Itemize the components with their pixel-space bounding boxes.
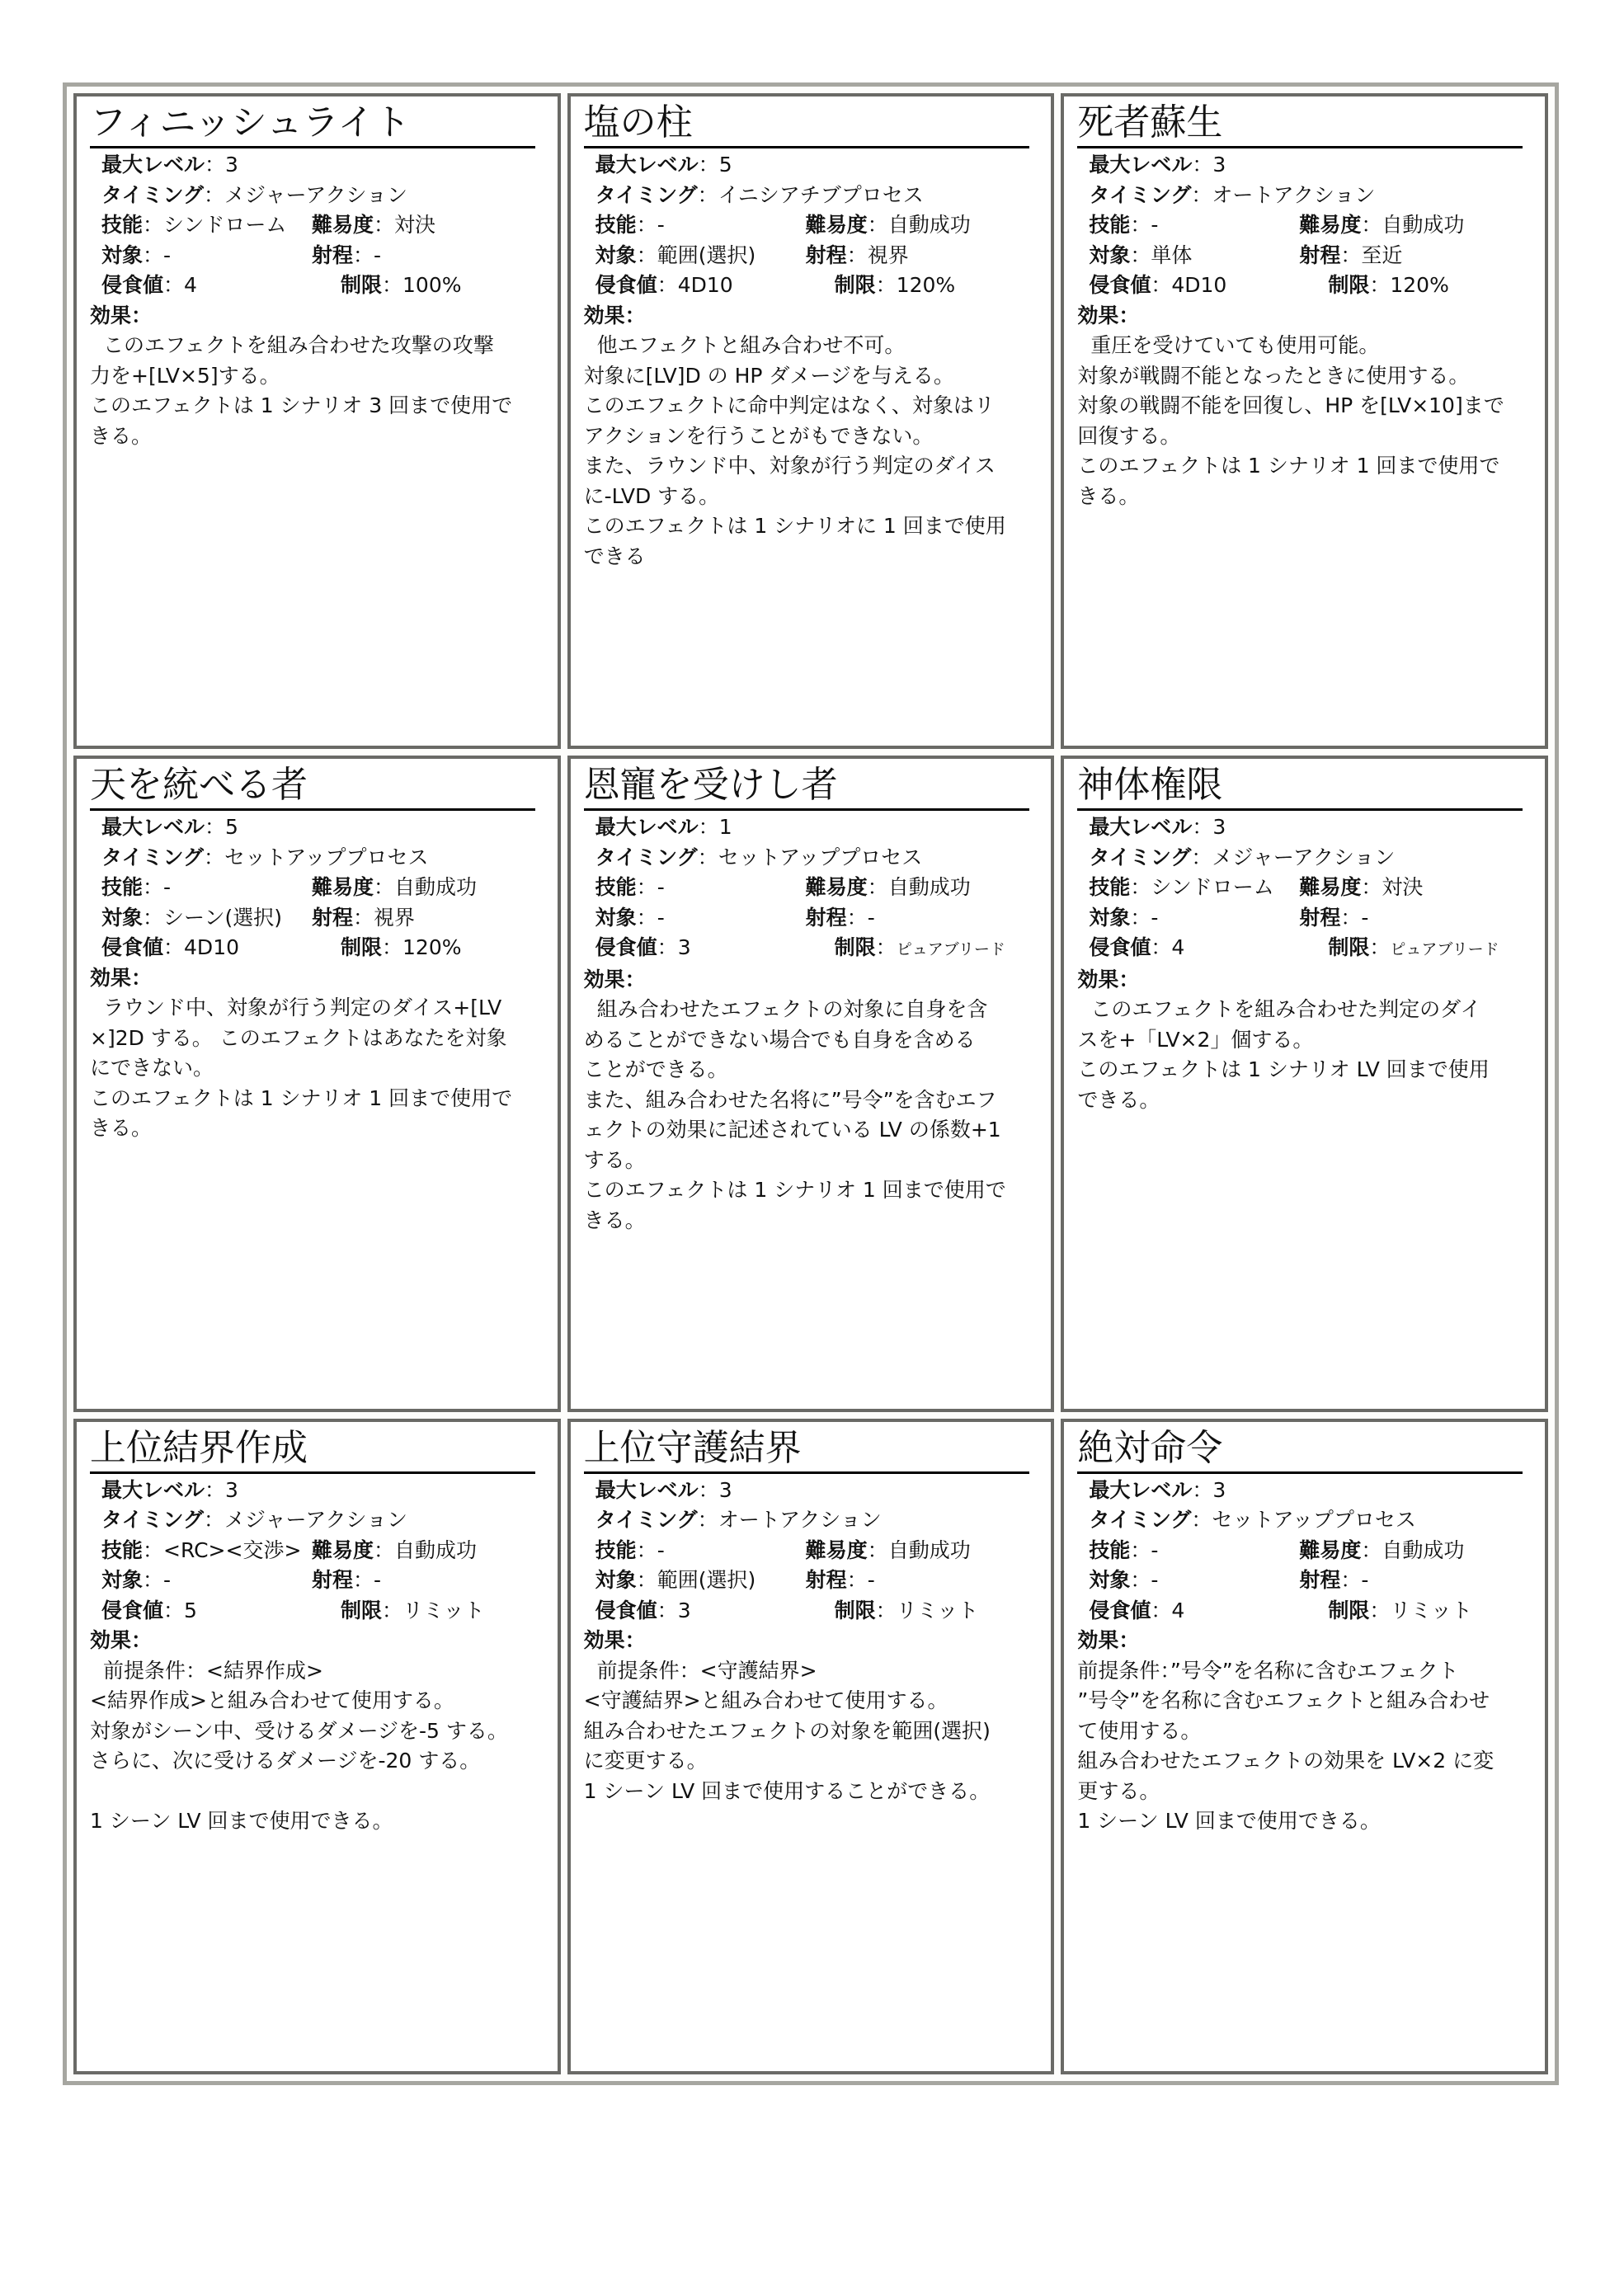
card-stats <box>584 812 1038 965</box>
skill-value: シンドローム <box>1151 875 1274 900</box>
skill-value: シンドローム <box>163 213 287 237</box>
timing-row: タイミング：メジャーアクション <box>101 1508 408 1533</box>
erosion-row: 侵食値：4 制限：ピュアブリード <box>1089 935 1499 960</box>
card-stats <box>90 1476 544 1627</box>
target-label: 対象 <box>1089 1568 1131 1593</box>
effect-card <box>1061 93 1548 749</box>
target-row: 対象：- 射程：- <box>1089 1568 1369 1593</box>
effect-heading: 効果： <box>583 303 646 327</box>
timing-label: タイミング <box>101 845 205 869</box>
effect-line: ラウンド中、対象が行う判定のダイス+[LV <box>103 996 502 1020</box>
effect-line: また、ラウンド中、対象が行う判定のダイス <box>583 454 996 478</box>
timing-value: メジャーアクション <box>224 1508 408 1533</box>
difficulty-label: 難易度 <box>805 213 868 237</box>
limit-value: リミット <box>1390 1598 1472 1622</box>
effect-line: 前提条件：”号令”を名称に含むエフェクト <box>1077 1658 1459 1683</box>
erosion-label: 侵食値 <box>595 273 657 297</box>
max-level-row: 最大レベル：3 <box>1089 1477 1226 1502</box>
skill-label: 技能 <box>101 1537 144 1562</box>
effect-heading: 効果： <box>1077 1628 1140 1653</box>
effect-card <box>567 1419 1055 2074</box>
target-row: 対象：範囲(選択) 射程：- <box>595 1568 875 1593</box>
limit-value: 120% <box>896 273 956 297</box>
effect-line: このエフェクトは 1 シナリオ 1 回まで使用で <box>90 1085 513 1110</box>
effect-text <box>90 993 544 1144</box>
range-value: 視界 <box>374 905 416 930</box>
effect-line: 1 シーン LV 回まで使用することができる。 <box>583 1778 991 1803</box>
limit-label: 制限 <box>341 273 383 297</box>
effect-line: ことができる。 <box>583 1057 728 1082</box>
timing-label: タイミング <box>595 1508 698 1533</box>
skill-value: - <box>163 875 172 900</box>
difficulty-value: 自動成功 <box>1382 1537 1465 1562</box>
max-level-row: 最大レベル：1 <box>595 815 732 840</box>
erosion-value: 4 <box>1171 1598 1185 1622</box>
target-row: 対象：- 射程：- <box>101 242 382 267</box>
erosion-value: 4 <box>184 273 197 297</box>
effect-line: このエフェクトを組み合わせた判定のダイ <box>1090 997 1481 1022</box>
skill-row: 技能：シンドローム 難易度：対決 <box>1089 875 1424 900</box>
target-label: 対象 <box>595 242 637 267</box>
skill-row: 技能：- 難易度：自動成功 <box>101 875 478 900</box>
limit-value: リミット <box>402 1598 485 1622</box>
card-stats <box>584 150 1038 301</box>
range-label: 射程 <box>805 242 847 267</box>
timing-label: タイミング <box>1089 1508 1192 1533</box>
skill-row: 技能：- 難易度：自動成功 <box>1089 1537 1465 1562</box>
erosion-row: 侵食値：5 制限：リミット <box>101 1598 485 1622</box>
skill-value: - <box>1151 1537 1159 1562</box>
effect-line: 重圧を受けていても使用可能。 <box>1090 333 1380 357</box>
skill-row: 技能：- 難易度：自動成功 <box>595 213 971 237</box>
effect-line: このエフェクトは 1 シナリオ 1 回まで使用で <box>1077 454 1500 478</box>
timing-label: タイミング <box>595 845 698 869</box>
limit-value: 100% <box>402 273 462 297</box>
max-level-value: 3 <box>225 153 238 177</box>
limit-label: 制限 <box>834 935 876 960</box>
max-level-value: 3 <box>225 1477 238 1502</box>
range-value: - <box>1361 1568 1369 1593</box>
limit-value: ピュアブリード <box>1390 940 1499 959</box>
difficulty-label: 難易度 <box>805 1537 868 1562</box>
target-row: 対象：- 射程：- <box>595 905 875 930</box>
difficulty-value: 自動成功 <box>887 1537 971 1562</box>
card-title: 塩の柱 <box>584 100 1029 148</box>
range-value: - <box>374 1568 382 1593</box>
range-label: 射程 <box>312 1568 354 1593</box>
max-level-label: 最大レベル <box>595 815 699 840</box>
card-stats <box>1077 150 1532 301</box>
timing-label: タイミング <box>1089 182 1192 207</box>
effect-line: に-LVD する。 <box>583 483 720 508</box>
erosion-label: 侵食値 <box>595 935 657 960</box>
effect-line: 更する。 <box>1077 1778 1160 1803</box>
timing-row: タイミング：セットアッププロセス <box>1089 1508 1416 1533</box>
timing-row: タイミング：イニシアチブプロセス <box>595 182 924 207</box>
effect-card <box>1061 756 1548 1411</box>
effect-heading: 効果： <box>90 1628 153 1653</box>
difficulty-value: 対決 <box>394 213 436 237</box>
erosion-value: 4 <box>1171 935 1185 960</box>
skill-row: 技能：<RC><交渉> 難易度：自動成功 <box>101 1537 478 1562</box>
erosion-row: 侵食値：3 制限：ピュアブリード <box>595 935 1005 960</box>
effect-line: 回復する。 <box>1077 423 1181 448</box>
target-value: 単体 <box>1151 242 1193 267</box>
erosion-label: 侵食値 <box>595 1598 657 1622</box>
effect-card <box>73 93 561 749</box>
difficulty-label: 難易度 <box>1299 1537 1362 1562</box>
limit-label: 制限 <box>834 273 876 297</box>
difficulty-value: 自動成功 <box>887 875 971 900</box>
limit-label: 制限 <box>834 1598 876 1622</box>
range-value: 視界 <box>867 242 909 267</box>
effect-card <box>567 756 1055 1411</box>
effect-text <box>90 331 544 451</box>
effect-text <box>1077 995 1532 1115</box>
card-title: 上位結界作成 <box>90 1425 535 1474</box>
max-level-row: 最大レベル：3 <box>101 1477 238 1502</box>
difficulty-value: 自動成功 <box>394 875 478 900</box>
effect-line: <結界作成>と組み合わせて使用する。 <box>90 1688 454 1713</box>
timing-value: セットアッププロセス <box>718 845 923 869</box>
difficulty-label: 難易度 <box>312 875 374 900</box>
skill-label: 技能 <box>1089 213 1131 237</box>
card-title: 絶対命令 <box>1077 1425 1523 1474</box>
effect-card <box>567 93 1055 749</box>
target-label: 対象 <box>101 1568 144 1593</box>
range-value: - <box>867 1568 875 1593</box>
max-level-label: 最大レベル <box>101 815 205 840</box>
max-level-value: 3 <box>718 1477 732 1502</box>
erosion-value: 3 <box>677 935 691 960</box>
skill-row: 技能：- 難易度：自動成功 <box>1089 213 1465 237</box>
skill-label: 技能 <box>595 1537 637 1562</box>
target-row: 対象：- 射程：- <box>101 1568 382 1593</box>
effect-line: て使用する。 <box>1077 1718 1202 1743</box>
range-value: - <box>1361 905 1369 930</box>
effect-heading: 効果： <box>583 967 646 991</box>
max-level-row: 最大レベル：3 <box>595 1477 732 1502</box>
limit-value: 120% <box>402 935 462 960</box>
effect-heading: 効果： <box>90 965 153 990</box>
target-value: シーン(選択) <box>163 905 283 930</box>
timing-label: タイミング <box>101 1508 205 1533</box>
timing-value: セットアッププロセス <box>1212 1508 1416 1533</box>
target-value: - <box>657 905 665 930</box>
effect-line: きる。 <box>1077 483 1140 508</box>
effect-line: 組み合わせたエフェクトの対象を範囲(選択) <box>583 1718 991 1743</box>
timing-row: タイミング：オートアクション <box>1089 182 1376 207</box>
target-value: - <box>1151 1568 1159 1593</box>
difficulty-value: 自動成功 <box>887 213 971 237</box>
timing-value: メジャーアクション <box>224 182 408 207</box>
limit-label: 制限 <box>341 935 383 960</box>
difficulty-label: 難易度 <box>312 213 374 237</box>
difficulty-value: 自動成功 <box>394 1537 478 1562</box>
target-label: 対象 <box>595 1568 637 1593</box>
target-label: 対象 <box>101 242 144 267</box>
max-level-label: 最大レベル <box>101 153 205 177</box>
effect-line: 組み合わせたエフェクトの対象に自身を含 <box>596 997 988 1022</box>
effect-line: スを+「LV×2」個する。 <box>1077 1027 1314 1052</box>
effect-line: きる。 <box>90 1116 153 1141</box>
limit-value: リミット <box>896 1598 979 1622</box>
erosion-row: 侵食値：4D10 制限：120% <box>595 273 956 297</box>
skill-row: 技能：シンドローム 難易度：対決 <box>101 213 436 237</box>
skill-value: <RC><交渉> <box>163 1537 302 1562</box>
erosion-value: 4D10 <box>677 273 733 297</box>
range-value: - <box>374 242 382 267</box>
effect-line: できる <box>583 544 646 568</box>
range-label: 射程 <box>312 905 354 930</box>
max-level-row: 最大レベル：3 <box>101 153 238 177</box>
card-title: 天を統べる者 <box>90 762 535 811</box>
skill-label: 技能 <box>101 213 144 237</box>
erosion-value: 3 <box>677 1598 691 1622</box>
effect-line: 前提条件：<守護結界> <box>596 1658 817 1683</box>
effect-line: きる。 <box>583 1208 646 1232</box>
range-label: 射程 <box>805 905 847 930</box>
effect-line: に変更する。 <box>583 1749 708 1773</box>
target-value: 範囲(選択) <box>657 242 756 267</box>
max-level-row: 最大レベル：3 <box>1089 153 1226 177</box>
card-title: 上位守護結界 <box>584 1425 1029 1474</box>
target-label: 対象 <box>595 905 637 930</box>
effect-line: このエフェクトは 1 シナリオ LV 回まで使用 <box>1077 1057 1490 1082</box>
effect-line: このエフェクトを組み合わせた攻撃の攻撃 <box>103 333 494 357</box>
target-value: 範囲(選択) <box>657 1568 756 1593</box>
target-value: - <box>163 242 172 267</box>
timing-value: オートアクション <box>718 1508 882 1533</box>
timing-label: タイミング <box>595 182 698 207</box>
target-row: 対象：シーン(選択) 射程：視界 <box>101 905 416 930</box>
target-row: 対象：範囲(選択) 射程：視界 <box>595 242 909 267</box>
card-stats <box>1077 812 1532 965</box>
erosion-label: 侵食値 <box>1089 1598 1151 1622</box>
skill-value: - <box>657 213 665 237</box>
max-level-label: 最大レベル <box>595 153 699 177</box>
max-level-label: 最大レベル <box>595 1477 699 1502</box>
timing-row: タイミング：メジャーアクション <box>1089 845 1396 869</box>
erosion-row: 侵食値：4D10 制限：120% <box>101 935 462 960</box>
max-level-value: 3 <box>1212 815 1226 840</box>
skill-label: 技能 <box>101 875 144 900</box>
limit-label: 制限 <box>1328 273 1370 297</box>
limit-label: 制限 <box>1328 935 1370 960</box>
effect-line: アクションを行うことがもできない。 <box>583 423 934 448</box>
target-label: 対象 <box>1089 242 1131 267</box>
erosion-label: 侵食値 <box>101 935 164 960</box>
effect-line: する。 <box>583 1147 646 1172</box>
limit-value: ピュアブリード <box>896 940 1005 959</box>
target-row: 対象：単体 射程：至近 <box>1089 242 1403 267</box>
erosion-row: 侵食値：4 制限：100% <box>101 273 462 297</box>
timing-row: タイミング：セットアッププロセス <box>101 845 429 869</box>
effect-line: ×]2D する。 このエフェクトはあなたを対象 <box>90 1025 507 1050</box>
timing-label: タイミング <box>101 182 205 207</box>
skill-row: 技能：- 難易度：自動成功 <box>595 1537 971 1562</box>
range-label: 射程 <box>1299 905 1341 930</box>
erosion-row: 侵食値：4D10 制限：120% <box>1089 273 1449 297</box>
effect-line: 他エフェクトと組み合わせ不可。 <box>596 333 906 357</box>
effect-heading: 効果： <box>1077 967 1140 991</box>
skill-label: 技能 <box>595 875 637 900</box>
target-value: - <box>163 1568 172 1593</box>
erosion-value: 4D10 <box>184 935 239 960</box>
max-level-label: 最大レベル <box>101 1477 205 1502</box>
timing-row: タイミング：メジャーアクション <box>101 182 408 207</box>
max-level-row: 最大レベル：3 <box>1089 815 1226 840</box>
card-stats <box>90 812 544 963</box>
effect-line <box>90 1777 544 1807</box>
max-level-label: 最大レベル <box>1089 1477 1193 1502</box>
effect-text <box>584 1656 1038 1807</box>
range-label: 射程 <box>1299 1568 1341 1593</box>
effect-line: 対象の戦闘不能を回復し、HP を[LV×10]まで <box>1077 393 1504 417</box>
effect-text <box>584 331 1038 572</box>
effect-heading: 効果： <box>90 303 153 327</box>
target-value: - <box>1151 905 1159 930</box>
skill-value: - <box>1151 213 1159 237</box>
skill-row: 技能：- 難易度：自動成功 <box>595 875 971 900</box>
timing-value: オートアクション <box>1212 182 1376 207</box>
effect-line: 前提条件：<結界作成> <box>103 1658 323 1683</box>
card-stats <box>90 150 544 301</box>
limit-value: 120% <box>1390 273 1449 297</box>
effect-card <box>1061 1419 1548 2074</box>
max-level-label: 最大レベル <box>1089 153 1193 177</box>
card-title: 神体権限 <box>1077 762 1523 811</box>
effect-line: このエフェクトに命中判定はなく、対象はリ <box>583 393 995 417</box>
erosion-row: 侵食値：4 制限：リミット <box>1089 1598 1472 1622</box>
effect-text <box>90 1656 544 1837</box>
max-level-value: 1 <box>718 815 732 840</box>
effect-line: にできない。 <box>90 1056 214 1081</box>
effect-line: このエフェクトは 1 シナリオに 1 回まで使用 <box>583 514 1006 538</box>
effect-line: 力を+[LV×5]する。 <box>90 363 280 388</box>
erosion-label: 侵食値 <box>1089 273 1151 297</box>
effect-line: ”号令”を名称に含むエフェクトと組み合わせ <box>1077 1688 1490 1713</box>
max-level-value: 3 <box>1212 153 1226 177</box>
erosion-row: 侵食値：3 制限：リミット <box>595 1598 979 1622</box>
effect-line: 対象が戦闘不能となったときに使用する。 <box>1077 363 1470 388</box>
effect-line: 対象に[LV]D の HP ダメージを与える。 <box>583 363 954 388</box>
card-title: 恩寵を受けし者 <box>584 762 1029 811</box>
effect-line: ェクトの効果に記述されている LV の係数+1 <box>583 1118 1001 1142</box>
target-row: 対象：- 射程：- <box>1089 905 1369 930</box>
difficulty-value: 自動成功 <box>1382 213 1465 237</box>
max-level-label: 最大レベル <box>1089 815 1193 840</box>
card-sheet <box>63 82 1559 2085</box>
erosion-value: 5 <box>184 1598 197 1622</box>
range-label: 射程 <box>312 242 354 267</box>
effect-line: さらに、次に受けるダメージを-20 する。 <box>90 1749 481 1773</box>
skill-label: 技能 <box>595 213 637 237</box>
effect-heading: 効果： <box>583 1628 646 1653</box>
effect-line: めることができない場合でも自身を含める <box>583 1027 976 1052</box>
erosion-label: 侵食値 <box>101 1598 164 1622</box>
effect-card <box>73 1419 561 2074</box>
target-label: 対象 <box>101 905 144 930</box>
timing-value: メジャーアクション <box>1212 845 1396 869</box>
skill-label: 技能 <box>1089 1537 1131 1562</box>
effect-heading: 効果： <box>1077 303 1140 327</box>
effect-line: 1 シーン LV 回まで使用できる。 <box>1077 1809 1381 1834</box>
difficulty-value: 対決 <box>1382 875 1424 900</box>
effect-line: できる。 <box>1077 1087 1160 1112</box>
card-stats <box>1077 1476 1532 1627</box>
target-label: 対象 <box>1089 905 1131 930</box>
effect-line: 対象がシーン中、受けるダメージを-5 する。 <box>90 1718 508 1743</box>
erosion-value: 4D10 <box>1171 273 1227 297</box>
skill-label: 技能 <box>1089 875 1131 900</box>
erosion-label: 侵食値 <box>1089 935 1151 960</box>
max-level-value: 5 <box>225 815 238 840</box>
range-value: - <box>867 905 875 930</box>
effect-line: <守護結界>と組み合わせて使用する。 <box>583 1688 949 1713</box>
effect-text <box>584 995 1038 1236</box>
card-title: 死者蘇生 <box>1077 100 1523 148</box>
timing-value: セットアッププロセス <box>224 845 429 869</box>
timing-label: タイミング <box>1089 845 1192 869</box>
skill-value: - <box>657 1537 665 1562</box>
max-level-row: 最大レベル：5 <box>101 815 238 840</box>
effect-line: また、組み合わせた名将に”号令”を含むエフ <box>583 1087 997 1112</box>
effect-card <box>73 756 561 1411</box>
max-level-value: 5 <box>718 153 732 177</box>
effect-line: きる。 <box>90 423 153 448</box>
difficulty-label: 難易度 <box>1299 875 1362 900</box>
effect-text <box>1077 331 1532 511</box>
erosion-label: 侵食値 <box>101 273 164 297</box>
card-title: フィニッシュライト <box>90 100 535 148</box>
max-level-row: 最大レベル：5 <box>595 153 732 177</box>
effect-line: このエフェクトは 1 シナリオ 3 回まで使用で <box>90 393 513 417</box>
range-label: 射程 <box>1299 242 1341 267</box>
difficulty-label: 難易度 <box>805 875 868 900</box>
limit-label: 制限 <box>1328 1598 1370 1622</box>
effect-text <box>1077 1656 1532 1837</box>
difficulty-label: 難易度 <box>1299 213 1362 237</box>
range-label: 射程 <box>805 1568 847 1593</box>
card-stats <box>584 1476 1038 1627</box>
skill-value: - <box>657 875 665 900</box>
timing-row: タイミング：セットアッププロセス <box>595 845 923 869</box>
limit-label: 制限 <box>341 1598 383 1622</box>
timing-value: イニシアチブプロセス <box>718 182 924 207</box>
timing-row: タイミング：オートアクション <box>595 1508 882 1533</box>
effect-line: 組み合わせたエフェクトの効果を LV×2 に変 <box>1077 1749 1495 1773</box>
difficulty-label: 難易度 <box>312 1537 374 1562</box>
range-value: 至近 <box>1361 242 1403 267</box>
max-level-value: 3 <box>1212 1477 1226 1502</box>
effect-line: このエフェクトは 1 シナリオ 1 回まで使用で <box>583 1178 1006 1203</box>
effect-line: 1 シーン LV 回まで使用できる。 <box>90 1809 393 1834</box>
